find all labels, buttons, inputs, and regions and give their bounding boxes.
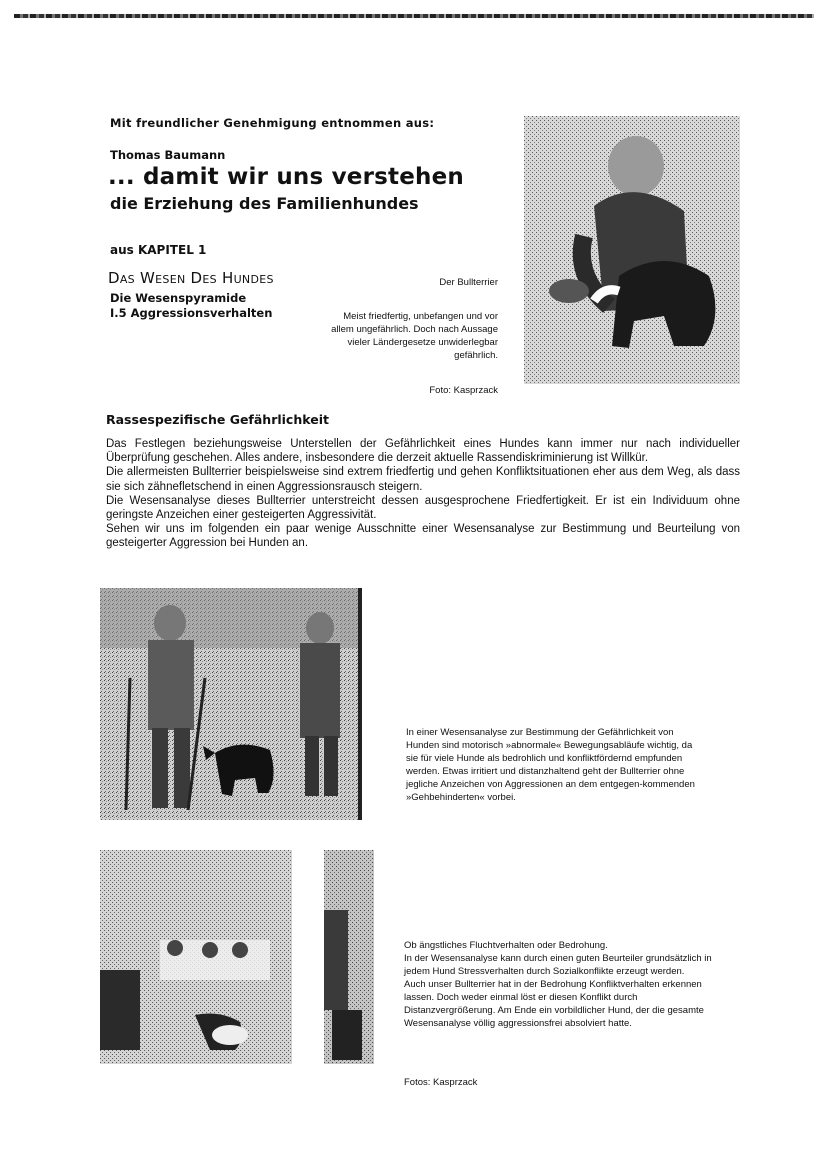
scan-border-line xyxy=(14,14,814,18)
article-body xyxy=(106,437,740,551)
photo-caption-bottom xyxy=(404,939,714,1030)
photo-crutches-test xyxy=(100,588,372,820)
photo-dog-threat xyxy=(324,850,374,1064)
article-paragraph: Die allermeisten Bullterrier beispielsweise sind extrem friedfertig und gehen Konfliktsituationen eher aus dem Weg, als dass sie sich zähnefletschend in einen Aggressionsrausch steigern. xyxy=(106,466,740,493)
photo-bullterrier-with-owner xyxy=(524,116,740,384)
photo-caption-title: Der Bullterrier xyxy=(439,277,498,288)
section-title: Das Wesen Des Hundes xyxy=(108,269,274,287)
photo-credit-bottom: Fotos: Kasprzack xyxy=(404,1077,478,1088)
article-paragraph: Die Wesensanalyse dieses Bullterrier unterstreicht dessen ausgesprochene Friedfertigkeit. Er ist ein Individuum ohne geringste Anzeichen einer gesteigerten Aggressivität. xyxy=(106,494,740,522)
photo-caption-text: Meist friedfertig, unbefangen und vor allem ungefährlich. Doch nach Aussage vieler Ländergesetze unwiderlegbar gefährlich. xyxy=(331,311,498,361)
photo-group-stress-test xyxy=(100,850,292,1064)
book-title: ... damit wir uns verstehen xyxy=(108,164,464,190)
caption-line: Ob ängstliches Fluchtverhalten oder Bedrohung. xyxy=(404,940,608,951)
book-subtitle: die Erziehung des Familienhundes xyxy=(110,194,419,213)
photo-credit: Foto: Kasprzack xyxy=(429,385,498,396)
caption-line: Auch unser Bullterrier hat in der Bedrohung Konfliktverhalten erkennen lassen. Doch weder einmal löst er diesen Konflikt durch Distanzvergrößerung. Am Ende ein vorbildlicher Hund, der die gesamte Wesensanalyse völlig aggressionsfrei absolviert hatte. xyxy=(404,979,704,1029)
subsection-title: I.5 Aggressionsverhalten xyxy=(110,306,273,320)
article-paragraph: Sehen wir uns im folgenden ein paar wenige Ausschnitte einer Wesensanalyse zur Bestimmung und Beurteilung von gesteigerter Aggression bei Hunden an. xyxy=(106,523,740,550)
chapter-label: aus KAPITEL 1 xyxy=(110,243,207,257)
article-paragraph: Das Festlegen beziehungsweise Unterstellen der Gefährlichkeit eines Hundes kann immer nur nach individueller Überprüfung geschehen. Alles andere, insbesondere die derzeit aktuelle Rassendiskriminierung ist Willkür. xyxy=(106,438,740,465)
subsection-title: Die Wesenspyramide xyxy=(110,291,247,305)
caption-line: In der Wesensanalyse kann durch einen guten Beurteiler grundsätzlich in jedem Hund Stressverhalten durch Sozialkonflikte erzeugt werden. xyxy=(404,953,712,977)
photo-caption-middle: In einer Wesensanalyse zur Bestimmung der Gefährlichkeit von Hunden sind motorisch »abnormale« Bewegungsabläufe wichtig, da sie für viele Hunde als bedrohlich und konfliktfördernd empfunden werden. Etwas irritiert und distanzhaltend geht der Bullterrier ohne jegliche Anzeichen von Aggressionen an dem entgegen-kommenden »Gehbehinderten« vorbei. xyxy=(406,727,695,804)
source-credit: Mit freundlicher Genehmigung entnommen aus: xyxy=(110,116,435,130)
article-heading: Rassespezifische Gefährlichkeit xyxy=(106,412,329,427)
book-author: Thomas Baumann xyxy=(110,148,226,162)
